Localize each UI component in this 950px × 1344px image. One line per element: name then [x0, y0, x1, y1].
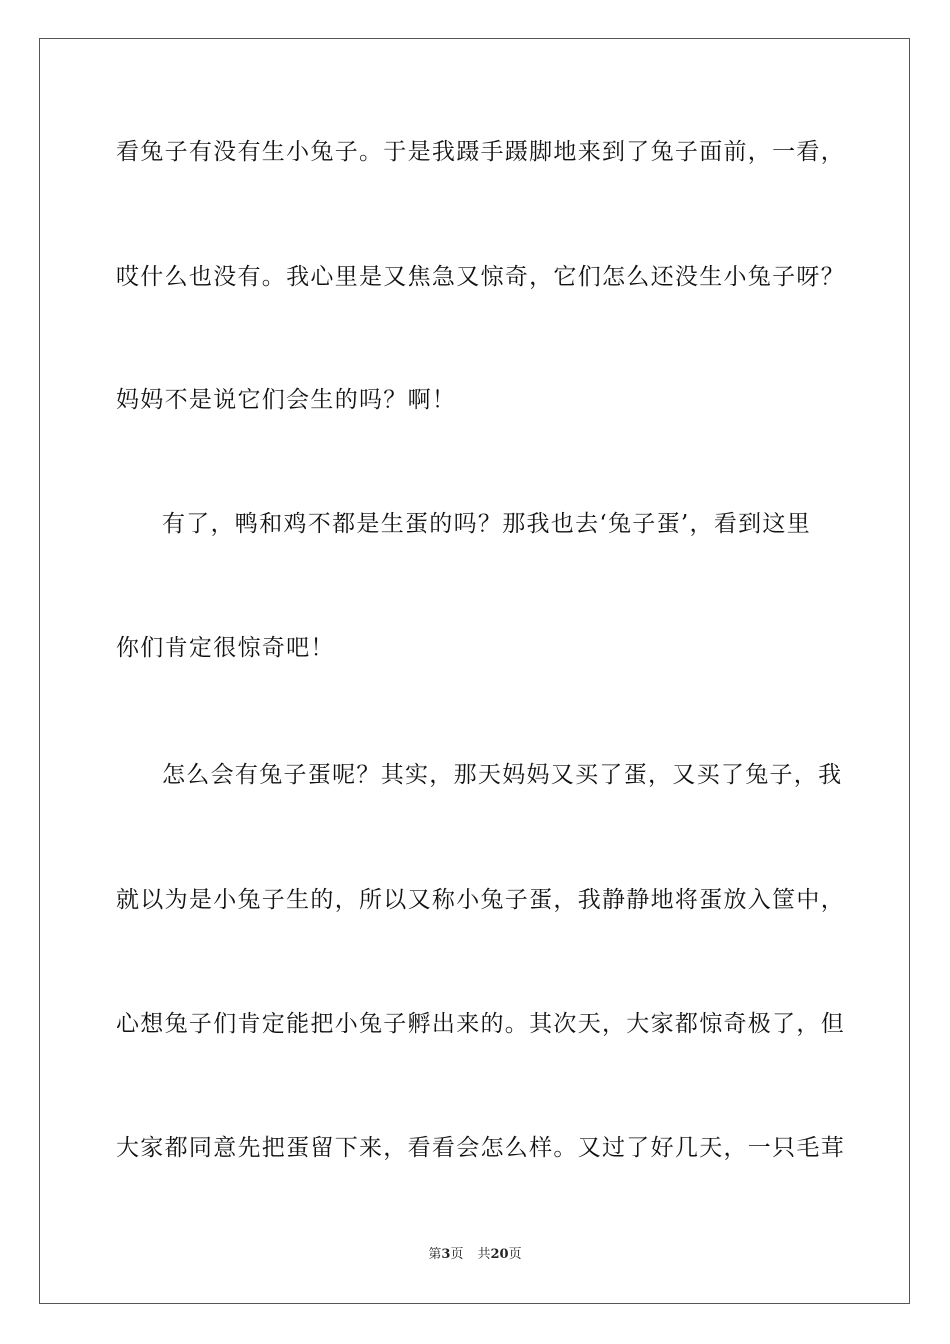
total-pages-prefix: 共: [477, 1247, 491, 1262]
text-line-3: 妈妈不是说它们会生的吗？啊！: [116, 387, 457, 413]
text-line-7: 就以为是小兔子生的，所以又称小兔子蛋，我静静地将蛋放入筐中，: [116, 887, 845, 913]
text-line-4: 有了，鸭和鸡不都是生蛋的吗？那我也去‘兔子蛋’，看到这里: [162, 511, 812, 537]
text-line-6: 怎么会有兔子蛋呢？其实，那天妈妈又买了蛋，又买了兔子，我: [162, 762, 843, 788]
text-line-9: 大家都同意先把蛋留下来，看看会怎么样。又过了好几天，一只毛茸: [116, 1135, 845, 1161]
page-number-suffix: 页: [450, 1247, 464, 1262]
total-pages-count: 20: [490, 1247, 509, 1262]
text-line-1: 看兔子有没有生小兔子。于是我蹑手蹑脚地来到了兔子面前，一看，: [116, 139, 845, 165]
text-line-8: 心想兔子们肯定能把小兔子孵出来的。其次天，大家都惊奇极了，但: [116, 1011, 845, 1037]
total-pages-suffix: 页: [508, 1247, 522, 1262]
page-border: [39, 38, 910, 1304]
page-number-current: 3: [441, 1247, 451, 1262]
text-line-2: 哎什么也没有。我心里是又焦急又惊奇，它们怎么还没生小兔子呀？: [116, 264, 845, 290]
page-number-prefix: 第: [428, 1247, 442, 1262]
page-footer: [0, 1246, 950, 1264]
text-line-5: 你们肯定很惊奇吧！: [116, 635, 335, 661]
